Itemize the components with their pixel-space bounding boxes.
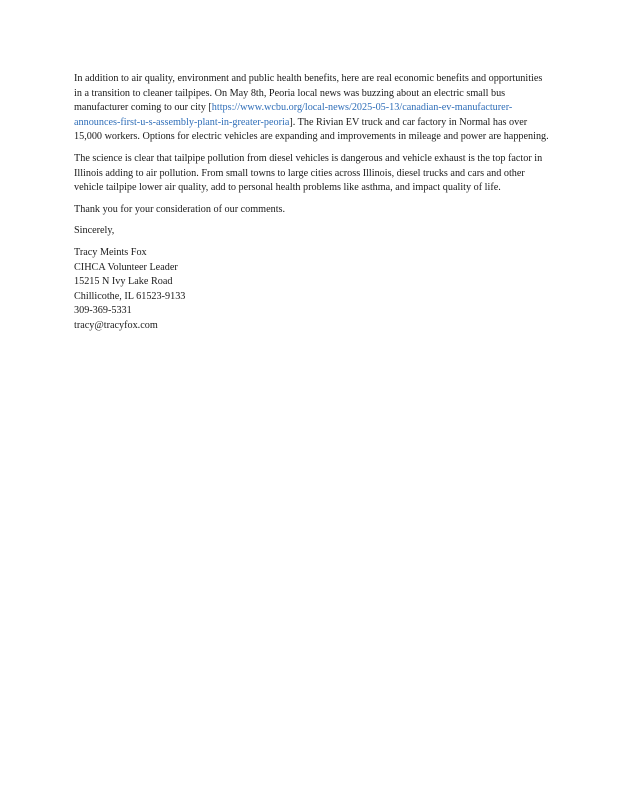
paragraph-economic-benefits-lead: In addition to air quality, environment and public health benefits, here are real economic benefits and opportunities in a transition to cleaner tailpipes. On May 8th, Peoria local news was buzzing about an electric small bus manufacturer coming to our city [ xyxy=(74,73,543,114)
signature-name: Tracy Meints Fox xyxy=(74,246,147,258)
letter-body xyxy=(74,72,552,341)
paragraph-economic-benefits xyxy=(74,72,552,145)
signature-city: Chillicothe, IL 61523-9133 xyxy=(74,290,186,302)
signature-block xyxy=(74,246,552,334)
signature-phone: 309-369-5331 xyxy=(74,305,132,317)
signature-street: 15215 N Ivy Lake Road xyxy=(74,276,173,288)
closing-sincerely: Sincerely, xyxy=(74,225,115,237)
wcbu-news-link[interactable]: https://www.wcbu.org/local-news/2025-05-13/canadian-ev-manufacturer-announces-first-u-s-assembly-plant-in-greater-peoria xyxy=(74,102,513,128)
paragraph-thanks: Thank you for your consideration of our comments. xyxy=(74,203,286,215)
paragraph-science-pollution: The science is clear that tailpipe pollution from diesel vehicles is dangerous and vehicle exhaust is the top factor in Illinois adding to air pollution. From small towns to large cities across Illinois, diesel trucks and cars and other vehicle tailpipe lower air quality, add to personal health problems like asthma, and impact quality of life. xyxy=(74,152,543,194)
paragraph-economic-benefits-tail: ]. The Rivian EV truck and car factory in Normal has over 15,000 workers. Options for electric vehicles are expanding and improvements in mileage and power are happening. xyxy=(74,116,549,143)
signature-email: tracy@tracyfox.com xyxy=(74,319,158,331)
signature-title: CIHCA Volunteer Leader xyxy=(74,261,178,273)
